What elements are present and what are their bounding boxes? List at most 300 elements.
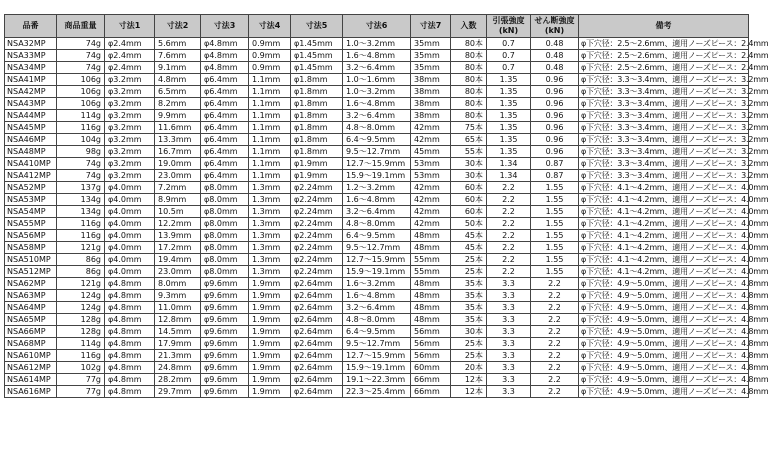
- cell-dim5: φ2.64mm: [291, 314, 343, 326]
- cell-weight: 106g: [57, 86, 105, 98]
- table-row: [5, 98, 749, 110]
- header-weight: 商品重量: [57, 15, 105, 38]
- cell-dim4: 1.1mm: [249, 98, 291, 110]
- cell-dim4: 1.9mm: [249, 386, 291, 398]
- table-header: [5, 15, 749, 38]
- cell-dim3: φ9.6mm: [201, 302, 249, 314]
- cell-tensile: 3.3: [487, 326, 531, 338]
- cell-dim3: φ9.6mm: [201, 326, 249, 338]
- cell-dim1: φ4.0mm: [105, 182, 155, 194]
- cell-dim4: 1.3mm: [249, 254, 291, 266]
- table-row: [5, 290, 749, 302]
- cell-code: NSA412MP: [5, 170, 57, 182]
- cell-quantity: 50本: [451, 218, 487, 230]
- cell-dim4: 1.9mm: [249, 362, 291, 374]
- cell-quantity: 65本: [451, 134, 487, 146]
- cell-tensile: 3.3: [487, 374, 531, 386]
- cell-dim7: 48mm: [411, 290, 451, 302]
- cell-dim2: 8.2mm: [155, 98, 201, 110]
- cell-dim6: 15.9〜19.1mm: [343, 266, 411, 278]
- cell-tensile: 2.2: [487, 194, 531, 206]
- cell-dim4: 1.1mm: [249, 134, 291, 146]
- cell-dim7: 42mm: [411, 182, 451, 194]
- cell-dim6: 15.9〜19.1mm: [343, 362, 411, 374]
- cell-shear: 0.96: [531, 122, 579, 134]
- cell-dim6: 22.3〜25.4mm: [343, 386, 411, 398]
- cell-dim1: φ3.2mm: [105, 158, 155, 170]
- cell-code: NSA42MP: [5, 86, 57, 98]
- cell-shear: 2.2: [531, 290, 579, 302]
- cell-tensile: 1.35: [487, 134, 531, 146]
- cell-shear: 1.55: [531, 206, 579, 218]
- cell-dim2: 7.2mm: [155, 182, 201, 194]
- cell-dim7: 38mm: [411, 98, 451, 110]
- header-shear-unit: (kN): [544, 26, 565, 35]
- cell-weight: 137g: [57, 182, 105, 194]
- cell-remarks: φ下穴径：3.3〜3.4mm、適用ノーズピース：3.2mm: [579, 158, 749, 170]
- cell-dim4: 1.9mm: [249, 278, 291, 290]
- cell-code: NSA33MP: [5, 50, 57, 62]
- cell-weight: 77g: [57, 374, 105, 386]
- cell-shear: 2.2: [531, 386, 579, 398]
- cell-dim4: 1.1mm: [249, 86, 291, 98]
- cell-tensile: 3.3: [487, 362, 531, 374]
- cell-weight: 74g: [57, 158, 105, 170]
- cell-tensile: 2.2: [487, 230, 531, 242]
- cell-dim7: 53mm: [411, 170, 451, 182]
- cell-dim5: φ2.64mm: [291, 290, 343, 302]
- cell-weight: 77g: [57, 386, 105, 398]
- cell-dim6: 1.0〜1.6mm: [343, 74, 411, 86]
- cell-remarks: φ下穴径：2.5〜2.6mm、適用ノーズピース：2.4mm: [579, 38, 749, 50]
- header-dim1: 寸法1: [105, 15, 155, 38]
- cell-dim5: φ1.9mm: [291, 170, 343, 182]
- cell-dim4: 1.9mm: [249, 302, 291, 314]
- cell-dim3: φ4.8mm: [201, 38, 249, 50]
- cell-dim6: 15.9〜19.1mm: [343, 170, 411, 182]
- cell-dim4: 1.1mm: [249, 146, 291, 158]
- table-row: [5, 314, 749, 326]
- cell-weight: 86g: [57, 254, 105, 266]
- cell-remarks: φ下穴径：4.1〜4.2mm、適用ノーズピース：4.0mm: [579, 182, 749, 194]
- cell-remarks: φ下穴径：4.9〜5.0mm、適用ノーズピース：4.8mm: [579, 278, 749, 290]
- cell-dim1: φ4.8mm: [105, 314, 155, 326]
- cell-dim5: φ1.45mm: [291, 50, 343, 62]
- cell-quantity: 30本: [451, 170, 487, 182]
- cell-dim3: φ6.4mm: [201, 170, 249, 182]
- cell-dim6: 9.5〜12.7mm: [343, 146, 411, 158]
- header-code: 品番: [5, 15, 57, 38]
- cell-dim7: 56mm: [411, 350, 451, 362]
- cell-dim6: 9.5〜12.7mm: [343, 242, 411, 254]
- cell-code: NSA48MP: [5, 146, 57, 158]
- cell-tensile: 3.3: [487, 338, 531, 350]
- cell-quantity: 30本: [451, 326, 487, 338]
- cell-dim3: φ6.4mm: [201, 110, 249, 122]
- cell-dim4: 1.1mm: [249, 122, 291, 134]
- cell-dim1: φ4.0mm: [105, 242, 155, 254]
- cell-remarks: φ下穴径：4.1〜4.2mm、適用ノーズピース：4.0mm: [579, 230, 749, 242]
- cell-quantity: 60本: [451, 206, 487, 218]
- cell-dim3: φ6.4mm: [201, 74, 249, 86]
- cell-code: NSA66MP: [5, 326, 57, 338]
- cell-dim7: 42mm: [411, 122, 451, 134]
- cell-dim3: φ9.6mm: [201, 290, 249, 302]
- cell-dim3: φ9.6mm: [201, 386, 249, 398]
- cell-tensile: 1.35: [487, 86, 531, 98]
- cell-dim3: φ8.0mm: [201, 218, 249, 230]
- cell-code: NSA65MP: [5, 314, 57, 326]
- cell-dim1: φ2.4mm: [105, 38, 155, 50]
- cell-shear: 0.48: [531, 62, 579, 74]
- table-row: [5, 62, 749, 74]
- cell-dim3: φ6.4mm: [201, 146, 249, 158]
- cell-dim7: 38mm: [411, 86, 451, 98]
- cell-tensile: 0.7: [487, 38, 531, 50]
- cell-quantity: 80本: [451, 50, 487, 62]
- cell-dim2: 9.3mm: [155, 290, 201, 302]
- cell-quantity: 35本: [451, 302, 487, 314]
- cell-dim7: 42mm: [411, 134, 451, 146]
- table-row: [5, 86, 749, 98]
- cell-dim3: φ6.4mm: [201, 98, 249, 110]
- cell-code: NSA62MP: [5, 278, 57, 290]
- cell-dim5: φ1.8mm: [291, 86, 343, 98]
- table-row: [5, 374, 749, 386]
- header-tensile-label: 引張強度: [492, 16, 525, 25]
- cell-remarks: φ下穴径：4.1〜4.2mm、適用ノーズピース：4.0mm: [579, 194, 749, 206]
- cell-dim6: 4.8〜8.0mm: [343, 122, 411, 134]
- cell-dim7: 45mm: [411, 146, 451, 158]
- header-row: [5, 15, 749, 38]
- cell-code: NSA34MP: [5, 62, 57, 74]
- cell-quantity: 80本: [451, 38, 487, 50]
- cell-tensile: 0.7: [487, 62, 531, 74]
- cell-weight: 114g: [57, 338, 105, 350]
- cell-dim6: 6.4〜9.5mm: [343, 230, 411, 242]
- cell-quantity: 45本: [451, 230, 487, 242]
- cell-remarks: φ下穴径：4.1〜4.2mm、適用ノーズピース：4.0mm: [579, 266, 749, 278]
- table-body: [5, 38, 768, 398]
- table-row: [5, 206, 749, 218]
- cell-dim3: φ4.8mm: [201, 50, 249, 62]
- cell-weight: 121g: [57, 278, 105, 290]
- table-row: [5, 362, 749, 374]
- cell-tensile: 1.35: [487, 146, 531, 158]
- cell-dim1: φ3.2mm: [105, 122, 155, 134]
- cell-tensile: 3.3: [487, 278, 531, 290]
- cell-dim4: 1.3mm: [249, 206, 291, 218]
- cell-quantity: 75本: [451, 122, 487, 134]
- cell-dim7: 35mm: [411, 62, 451, 74]
- cell-shear: 2.2: [531, 314, 579, 326]
- cell-code: NSA52MP: [5, 182, 57, 194]
- cell-code: NSA68MP: [5, 338, 57, 350]
- cell-tensile: 2.2: [487, 218, 531, 230]
- table-row: [5, 158, 749, 170]
- cell-dim6: 1.6〜4.8mm: [343, 50, 411, 62]
- cell-weight: 74g: [57, 38, 105, 50]
- cell-dim3: φ8.0mm: [201, 206, 249, 218]
- cell-code: NSA46MP: [5, 134, 57, 146]
- cell-tensile: 1.35: [487, 74, 531, 86]
- cell-tensile: 1.35: [487, 110, 531, 122]
- table-row: [5, 386, 749, 398]
- rivet-spec-table: [4, 14, 768, 398]
- cell-tensile: 3.3: [487, 314, 531, 326]
- cell-tensile: 1.34: [487, 158, 531, 170]
- table-row: [5, 326, 749, 338]
- cell-dim6: 6.4〜9.5mm: [343, 134, 411, 146]
- cell-tensile: 3.3: [487, 350, 531, 362]
- cell-dim4: 1.9mm: [249, 326, 291, 338]
- cell-dim1: φ4.0mm: [105, 254, 155, 266]
- cell-dim2: 23.0mm: [155, 266, 201, 278]
- cell-dim1: φ3.2mm: [105, 74, 155, 86]
- cell-shear: 2.2: [531, 302, 579, 314]
- cell-remarks: φ下穴径：3.3〜3.4mm、適用ノーズピース：3.2mm: [579, 86, 749, 98]
- header-dim7: 寸法7: [411, 15, 451, 38]
- cell-dim3: φ9.6mm: [201, 350, 249, 362]
- cell-remarks: φ下穴径：4.9〜5.0mm、適用ノーズピース：4.8mm: [579, 326, 749, 338]
- cell-quantity: 30本: [451, 158, 487, 170]
- cell-dim1: φ4.0mm: [105, 218, 155, 230]
- cell-shear: 0.96: [531, 74, 579, 86]
- cell-quantity: 80本: [451, 98, 487, 110]
- cell-shear: 0.96: [531, 86, 579, 98]
- cell-weight: 106g: [57, 98, 105, 110]
- header-dim4: 寸法4: [249, 15, 291, 38]
- cell-weight: 128g: [57, 326, 105, 338]
- cell-weight: 102g: [57, 362, 105, 374]
- cell-quantity: 80本: [451, 74, 487, 86]
- cell-dim5: φ1.9mm: [291, 158, 343, 170]
- cell-code: NSA56MP: [5, 230, 57, 242]
- cell-dim7: 42mm: [411, 218, 451, 230]
- cell-dim2: 8.9mm: [155, 194, 201, 206]
- cell-dim6: 9.5〜12.7mm: [343, 338, 411, 350]
- cell-dim5: φ1.8mm: [291, 146, 343, 158]
- cell-dim7: 48mm: [411, 302, 451, 314]
- cell-dim5: φ2.24mm: [291, 218, 343, 230]
- cell-shear: 2.2: [531, 278, 579, 290]
- cell-dim7: 48mm: [411, 230, 451, 242]
- cell-dim5: φ1.8mm: [291, 74, 343, 86]
- cell-code: NSA43MP: [5, 98, 57, 110]
- table-row: [5, 350, 749, 362]
- cell-dim2: 12.2mm: [155, 218, 201, 230]
- cell-remarks: φ下穴径：3.3〜3.4mm、適用ノーズピース：3.2mm: [579, 134, 749, 146]
- cell-shear: 2.2: [531, 350, 579, 362]
- cell-quantity: 20本: [451, 362, 487, 374]
- cell-dim7: 66mm: [411, 386, 451, 398]
- cell-code: NSA58MP: [5, 242, 57, 254]
- cell-dim5: φ2.24mm: [291, 242, 343, 254]
- cell-dim2: 9.9mm: [155, 110, 201, 122]
- cell-dim1: φ4.0mm: [105, 194, 155, 206]
- cell-remarks: φ下穴径：4.9〜5.0mm、適用ノーズピース：4.8mm: [579, 374, 749, 386]
- cell-remarks: φ下穴径：4.1〜4.2mm、適用ノーズピース：4.0mm: [579, 254, 749, 266]
- cell-dim4: 1.3mm: [249, 194, 291, 206]
- cell-tensile: 2.2: [487, 266, 531, 278]
- cell-code: NSA32MP: [5, 38, 57, 50]
- cell-dim3: φ9.6mm: [201, 374, 249, 386]
- cell-dim3: φ8.0mm: [201, 230, 249, 242]
- cell-dim2: 16.7mm: [155, 146, 201, 158]
- cell-dim2: 11.0mm: [155, 302, 201, 314]
- table-row: [5, 122, 749, 134]
- cell-dim2: 29.7mm: [155, 386, 201, 398]
- cell-weight: 104g: [57, 134, 105, 146]
- header-dim2: 寸法2: [155, 15, 201, 38]
- cell-dim4: 1.3mm: [249, 182, 291, 194]
- cell-dim4: 0.9mm: [249, 50, 291, 62]
- cell-dim7: 60mm: [411, 362, 451, 374]
- cell-shear: 0.87: [531, 170, 579, 182]
- cell-dim5: φ2.64mm: [291, 326, 343, 338]
- cell-dim6: 3.2〜6.4mm: [343, 302, 411, 314]
- cell-remarks: φ下穴径：3.3〜3.4mm、適用ノーズピース：3.2mm: [579, 98, 749, 110]
- cell-dim2: 19.4mm: [155, 254, 201, 266]
- cell-quantity: 12本: [451, 386, 487, 398]
- cell-dim7: 48mm: [411, 278, 451, 290]
- header-dim6: 寸法6: [343, 15, 411, 38]
- cell-dim5: φ2.24mm: [291, 182, 343, 194]
- cell-dim4: 1.9mm: [249, 290, 291, 302]
- cell-dim1: φ4.8mm: [105, 302, 155, 314]
- cell-dim2: 17.2mm: [155, 242, 201, 254]
- cell-dim3: φ8.0mm: [201, 194, 249, 206]
- cell-code: NSA63MP: [5, 290, 57, 302]
- cell-shear: 1.55: [531, 182, 579, 194]
- cell-dim4: 0.9mm: [249, 38, 291, 50]
- header-shear-label: せん断強度: [534, 16, 575, 25]
- cell-dim5: φ2.64mm: [291, 302, 343, 314]
- cell-dim2: 19.0mm: [155, 158, 201, 170]
- cell-tensile: 3.3: [487, 386, 531, 398]
- cell-dim5: φ1.8mm: [291, 110, 343, 122]
- cell-tensile: 3.3: [487, 290, 531, 302]
- header-shear-strength: [531, 15, 579, 38]
- cell-dim1: φ4.8mm: [105, 350, 155, 362]
- cell-quantity: 80本: [451, 86, 487, 98]
- cell-dim5: φ2.24mm: [291, 194, 343, 206]
- cell-weight: 106g: [57, 74, 105, 86]
- cell-weight: 74g: [57, 62, 105, 74]
- table-row: [5, 134, 749, 146]
- cell-remarks: φ下穴径：4.1〜4.2mm、適用ノーズピース：4.0mm: [579, 218, 749, 230]
- cell-weight: 74g: [57, 50, 105, 62]
- cell-shear: 0.96: [531, 98, 579, 110]
- cell-dim4: 1.3mm: [249, 242, 291, 254]
- cell-dim3: φ8.0mm: [201, 266, 249, 278]
- cell-dim3: φ9.6mm: [201, 314, 249, 326]
- cell-remarks: φ下穴径：4.1〜4.2mm、適用ノーズピース：4.0mm: [579, 242, 749, 254]
- cell-dim1: φ4.8mm: [105, 386, 155, 398]
- cell-weight: 98g: [57, 146, 105, 158]
- cell-dim6: 1.6〜4.8mm: [343, 290, 411, 302]
- cell-dim7: 42mm: [411, 206, 451, 218]
- cell-remarks: φ下穴径：3.3〜3.4mm、適用ノーズピース：3.2mm: [579, 122, 749, 134]
- cell-code: NSA64MP: [5, 302, 57, 314]
- cell-dim1: φ4.8mm: [105, 290, 155, 302]
- cell-weight: 86g: [57, 266, 105, 278]
- cell-tensile: 1.35: [487, 98, 531, 110]
- cell-dim6: 3.2〜6.4mm: [343, 206, 411, 218]
- cell-dim6: 1.0〜3.2mm: [343, 86, 411, 98]
- cell-dim7: 35mm: [411, 50, 451, 62]
- table-row: [5, 338, 749, 350]
- cell-dim7: 42mm: [411, 194, 451, 206]
- cell-quantity: 35本: [451, 314, 487, 326]
- cell-tensile: 1.35: [487, 122, 531, 134]
- cell-dim4: 1.3mm: [249, 230, 291, 242]
- cell-shear: 1.55: [531, 266, 579, 278]
- cell-remarks: φ下穴径：4.9〜5.0mm、適用ノーズピース：4.8mm: [579, 350, 749, 362]
- cell-quantity: 35本: [451, 278, 487, 290]
- header-quantity: 入数: [451, 15, 487, 38]
- cell-dim1: φ4.8mm: [105, 374, 155, 386]
- cell-dim4: 0.9mm: [249, 62, 291, 74]
- cell-dim2: 7.6mm: [155, 50, 201, 62]
- cell-dim1: φ3.2mm: [105, 86, 155, 98]
- cell-dim3: φ9.6mm: [201, 362, 249, 374]
- cell-dim3: φ6.4mm: [201, 134, 249, 146]
- cell-dim1: φ4.0mm: [105, 206, 155, 218]
- cell-quantity: 60本: [451, 194, 487, 206]
- cell-weight: 116g: [57, 230, 105, 242]
- cell-dim2: 12.8mm: [155, 314, 201, 326]
- cell-dim1: φ4.8mm: [105, 326, 155, 338]
- cell-code: NSA614MP: [5, 374, 57, 386]
- cell-dim3: φ9.6mm: [201, 338, 249, 350]
- cell-dim3: φ8.0mm: [201, 182, 249, 194]
- cell-dim2: 8.0mm: [155, 278, 201, 290]
- cell-weight: 116g: [57, 122, 105, 134]
- cell-dim7: 53mm: [411, 158, 451, 170]
- cell-dim6: 1.6〜4.8mm: [343, 98, 411, 110]
- table-row: [5, 182, 749, 194]
- cell-shear: 2.2: [531, 326, 579, 338]
- cell-dim4: 1.3mm: [249, 218, 291, 230]
- header-dim3: 寸法3: [201, 15, 249, 38]
- cell-code: NSA510MP: [5, 254, 57, 266]
- cell-dim1: φ4.8mm: [105, 338, 155, 350]
- cell-tensile: 2.2: [487, 242, 531, 254]
- cell-remarks: φ下穴径：3.3〜3.4mm、適用ノーズピース：3.2mm: [579, 146, 749, 158]
- cell-dim1: φ4.8mm: [105, 278, 155, 290]
- table-row: [5, 146, 749, 158]
- cell-dim2: 13.9mm: [155, 230, 201, 242]
- table-row: [5, 50, 749, 62]
- cell-code: NSA45MP: [5, 122, 57, 134]
- table-row: [5, 218, 749, 230]
- cell-remarks: φ下穴径：4.9〜5.0mm、適用ノーズピース：4.8mm: [579, 290, 749, 302]
- cell-dim6: 12.7〜15.9mm: [343, 350, 411, 362]
- cell-dim1: φ3.2mm: [105, 110, 155, 122]
- cell-remarks: φ下穴径：4.9〜5.0mm、適用ノーズピース：4.8mm: [579, 338, 749, 350]
- cell-weight: 121g: [57, 242, 105, 254]
- cell-dim6: 4.8〜8.0mm: [343, 314, 411, 326]
- cell-dim7: 55mm: [411, 266, 451, 278]
- cell-dim4: 1.9mm: [249, 338, 291, 350]
- cell-dim2: 21.3mm: [155, 350, 201, 362]
- cell-dim2: 11.6mm: [155, 122, 201, 134]
- table-row: [5, 38, 749, 50]
- cell-dim5: φ2.24mm: [291, 230, 343, 242]
- cell-tensile: 0.7: [487, 50, 531, 62]
- cell-quantity: 35本: [451, 290, 487, 302]
